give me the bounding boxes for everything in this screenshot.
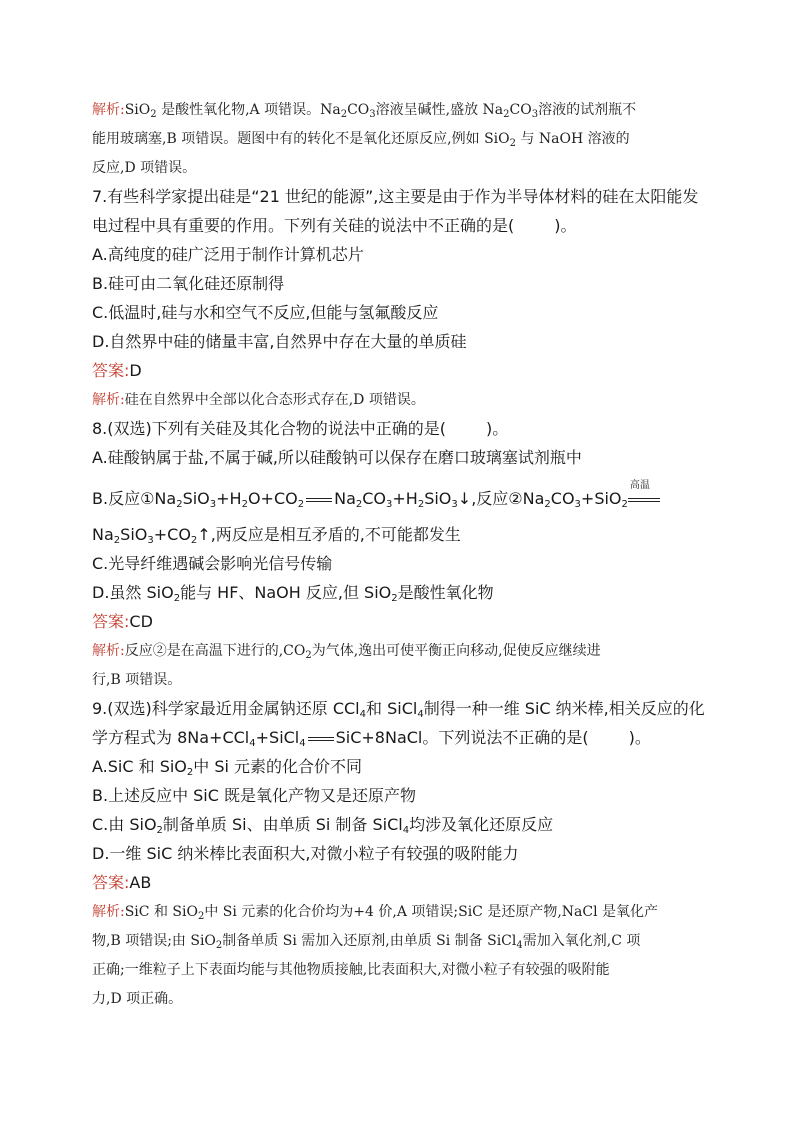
q9-explanation-line-1: 解析:SiC 和 SiO$_2$中 Si 元素的化合价均为+4 价,A 项错误;SiC 是还原产物,NaCl 是氧化产 [92, 904, 659, 922]
q6-explanation-line-1: 解析:SiO$_2$ 是酸性氧化物,A 项错误。$Na_2CO_3$溶液呈碱性,盛放 $Na_2CO_3$溶液的试剂瓶不 [92, 102, 637, 120]
q8-explanation-line-2: 行,B 项错误。 [92, 672, 182, 688]
explanation-label: 解析: [92, 102, 125, 118]
q7-stem-line-2: 电过程中具有重要的作用。下列有关硅的说法中不正确的是( )。 [92, 216, 577, 235]
q7-option-a: A.高纯度的硅广泛用于制作计算机芯片 [92, 245, 364, 264]
q9-answer: 答案:AB [92, 873, 152, 892]
q7-option-b: B.硅可由二氧化硅还原制得 [92, 274, 285, 293]
q6-explanation-line-3: 反应,D 项错误。 [92, 160, 197, 176]
q8-option-c: C.光导纤维遇碱会影响光信号传输 [92, 554, 333, 573]
q9-option-c: C.由 SiO$_2$制备单质 Si、由单质 Si 制备 SiCl$_4$均涉及氧化还原反应 [92, 815, 554, 836]
q9-option-d: D.一维 SiC 纳米棒比表面积大,对微小粒子有较强的吸附能力 [92, 844, 519, 863]
q7-answer: 答案:D [92, 361, 142, 380]
q9-explanation-line-2: 物,B 项错误;由 SiO$_2$制备单质 Si 需加入还原剂,由单质 Si 制备 SiCl$_4$需加入氧化剂,C 项 [92, 933, 641, 951]
q8-explanation-line-1: 解析:反应②是在高温下进行的$,CO_2$为气体,逸出可使平衡正向移动,促使反应继续进 [92, 643, 601, 661]
high-temp-condition: 高温 [628, 490, 660, 510]
q7-option-d: D.自然界中硅的储量丰富,自然界中存在大量的单质硅 [92, 332, 467, 351]
q7-stem-line-1: 7.有些科学家提出硅是“21 世纪的能源”,这主要是由于作为半导体材料的硅在太阳能发 [92, 187, 699, 206]
q9-explanation-line-3: 正确;一维粒子上下表面均能与其他物质接触,比表面积大,对微小粒子有较强的吸附能 [92, 962, 610, 978]
q9-explanation-line-4: 力,D 项正确。 [92, 991, 183, 1007]
q7-explanation: 解析:硅在自然界中全部以化合态形式存在,D 项错误。 [92, 392, 425, 408]
q6-explanation-line-2: 能用玻璃塞,B 项错误。题图中有的转化不是氧化还原反应,例如 SiO$_2$ 与 NaOH 溶液的 [92, 131, 630, 149]
q8-option-b-line-2: $Na_2SiO_3+CO_2↑$,两反应是相互矛盾的,不可能都发生 [92, 525, 461, 546]
q9-option-a: A.SiC 和 SiO$_2$中 Si 元素的化合价不同 [92, 757, 363, 778]
q9-stem-line-2: 学方程式为 8Na+CCl$_4$+SiCl$_4$ SiC+8NaCl。下列说法不正确的是( )。 [92, 728, 651, 749]
equals-sign [306, 733, 336, 745]
q8-stem: 8.(双选)下列有关硅及其化合物的说法中正确的是( )。 [92, 419, 509, 438]
q8-answer: 答案:CD [92, 612, 153, 631]
q7-option-c: C.低温时,硅与水和空气不反应,但能与氢氟酸反应 [92, 303, 439, 322]
equals-sign [304, 494, 334, 506]
q8-option-a: A.硅酸钠属于盐,不属于碱,所以硅酸钠可以保存在磨口玻璃塞试剂瓶中 [92, 448, 582, 467]
q8-option-d: D.虽然 SiO$_2$能与 HF、NaOH 反应,但 SiO$_2$是酸性氧化物 [92, 583, 494, 604]
q8-option-b-line-1: B.反应$①Na_2SiO_3+H_2O+CO_2$ $Na_2CO_3+H_2SiO_3↓$,反应$②Na_2CO_3+SiO_2$ 高温 [92, 489, 660, 510]
q9-option-b: B.上述反应中 SiC 既是氧化产物又是还原产物 [92, 786, 417, 805]
q9-stem-line-1: 9.(双选)科学家最近用金属钠还原 CCl$_4$和 SiCl$_4$制得一种一维 SiC 纳米棒,相关反应的化 [92, 699, 705, 720]
